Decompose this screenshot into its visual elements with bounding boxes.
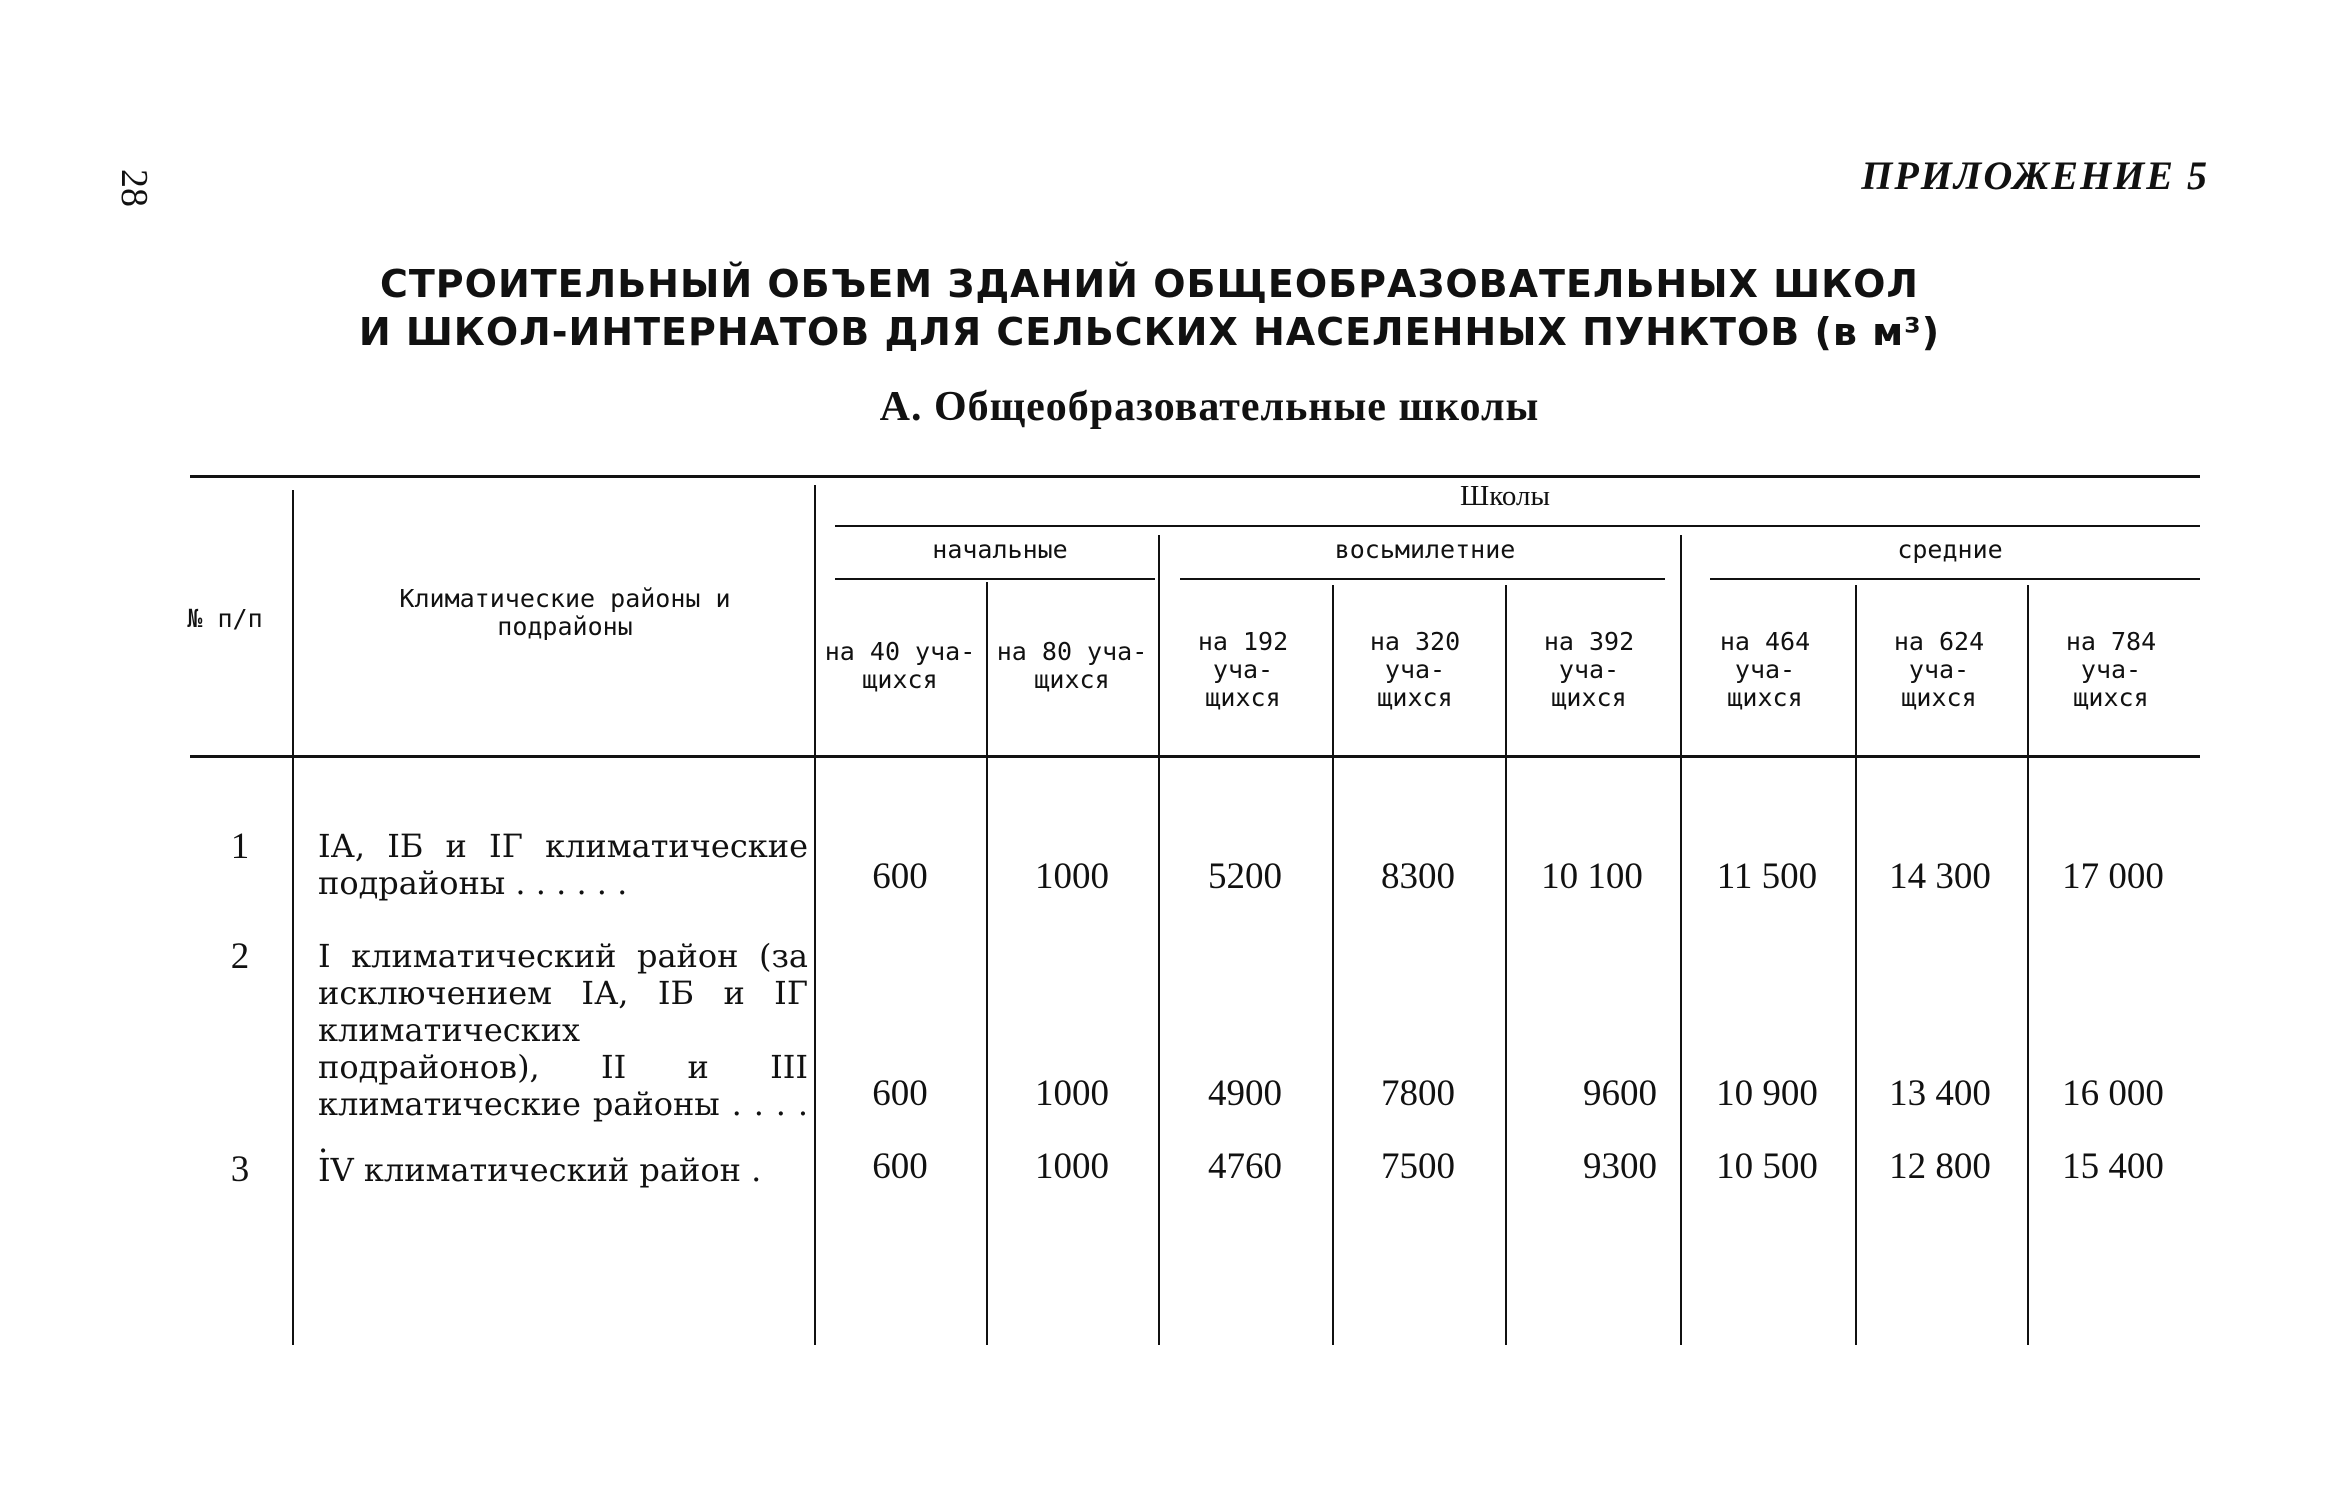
- header-region: Климатические районы и подрайоны: [399, 584, 731, 641]
- table-cell: 10 100: [1541, 856, 1643, 897]
- row-label: IА, IБ и IГ климатические подрайоны . . . . . .: [318, 827, 808, 902]
- table-cell: 13 400: [1889, 1073, 1991, 1114]
- col-divider: [986, 582, 988, 1345]
- header-col-784: на 784 уча-щихся: [2065, 627, 2157, 712]
- col-divider: [292, 490, 294, 1345]
- table-cell: 600: [872, 1073, 928, 1114]
- header-secondary: средние: [1897, 535, 2003, 564]
- header-col-80: на 80 уча-щихся: [996, 637, 1148, 694]
- table-cell: 17 000: [2062, 856, 2164, 897]
- table-cell: 1000: [1035, 1146, 1109, 1187]
- table-cell: 10 500: [1716, 1146, 1818, 1187]
- page-number: 28: [113, 169, 155, 207]
- table-cell: 7800: [1381, 1073, 1455, 1114]
- table-cell: 1000: [1035, 856, 1109, 897]
- table-cell: 5200: [1208, 856, 1282, 897]
- appendix-label: ПРИЛОЖЕНИЕ 5: [1861, 153, 2209, 198]
- header-col-320: на 320 уча-щихся: [1369, 627, 1461, 712]
- table-cell: 11 500: [1716, 856, 1818, 897]
- table-cell: 8300: [1381, 856, 1455, 897]
- table-top-rule: [190, 475, 2200, 478]
- eight-group-rule: [1180, 578, 1665, 580]
- table-cell: 4760: [1208, 1146, 1282, 1187]
- row-label: IV климатический район .: [318, 1151, 762, 1189]
- header-primary: начальные: [932, 535, 1068, 564]
- col-divider: [1855, 585, 1857, 1345]
- col-divider: [1332, 585, 1334, 1345]
- row-label: I климатический район (за исключением IА, IБ и IГ климатических подрайонов), II и III климатические районы . . . . .: [318, 937, 808, 1160]
- header-col-40: на 40 уча-щихся: [824, 637, 976, 694]
- section-subtitle: А. Общеобразовательные школы: [879, 384, 1540, 430]
- header-col-192: на 192 уча-щихся: [1197, 627, 1289, 712]
- table-cell: 16 000: [2062, 1073, 2164, 1114]
- document-title-line-2: И ШКОЛ-ИНТЕРНАТОВ ДЛЯ СЕЛЬСКИХ НАСЕЛЕННЫХ ПУНКТОВ (в м³): [358, 310, 1941, 354]
- table-cell: 14 300: [1889, 856, 1991, 897]
- table-cell: 9600: [1583, 1073, 1657, 1114]
- table-cell: 600: [872, 856, 928, 897]
- table-cell: 9300: [1583, 1146, 1657, 1187]
- col-divider: [814, 485, 816, 1345]
- row-number: 2: [230, 936, 250, 977]
- primary-group-rule: [835, 578, 1155, 580]
- table-cell: 10 900: [1716, 1073, 1818, 1114]
- table-cell: 4900: [1208, 1073, 1282, 1114]
- col-divider: [2027, 585, 2029, 1345]
- col-divider: [1680, 535, 1682, 1345]
- table-cell: 1000: [1035, 1073, 1109, 1114]
- table-cell: 600: [872, 1146, 928, 1187]
- document-title-line-1: СТРОИТЕЛЬНЫЙ ОБЪЕМ ЗДАНИЙ ОБЩЕОБРАЗОВАТЕЛЬНЫХ ШКОЛ: [379, 262, 1919, 306]
- header-schools: Школы: [1460, 480, 1550, 512]
- row-number: 1: [230, 826, 250, 867]
- header-bottom-rule: [190, 755, 2200, 758]
- col-divider: [1158, 535, 1160, 1345]
- table-cell: 7500: [1381, 1146, 1455, 1187]
- header-col-392: на 392 уча-щихся: [1543, 627, 1635, 712]
- header-number: № п/п: [187, 604, 263, 633]
- table-cell: 15 400: [2062, 1146, 2164, 1187]
- row-number: 3: [230, 1149, 250, 1190]
- schools-group-rule: [835, 525, 2200, 527]
- header-col-464: на 464 уча-щихся: [1719, 627, 1811, 712]
- secondary-group-rule: [1710, 578, 2200, 580]
- header-col-624: на 624 уча-щихся: [1893, 627, 1985, 712]
- header-eight: восьмилетние: [1334, 535, 1516, 564]
- table-cell: 12 800: [1889, 1146, 1991, 1187]
- col-divider: [1505, 585, 1507, 1345]
